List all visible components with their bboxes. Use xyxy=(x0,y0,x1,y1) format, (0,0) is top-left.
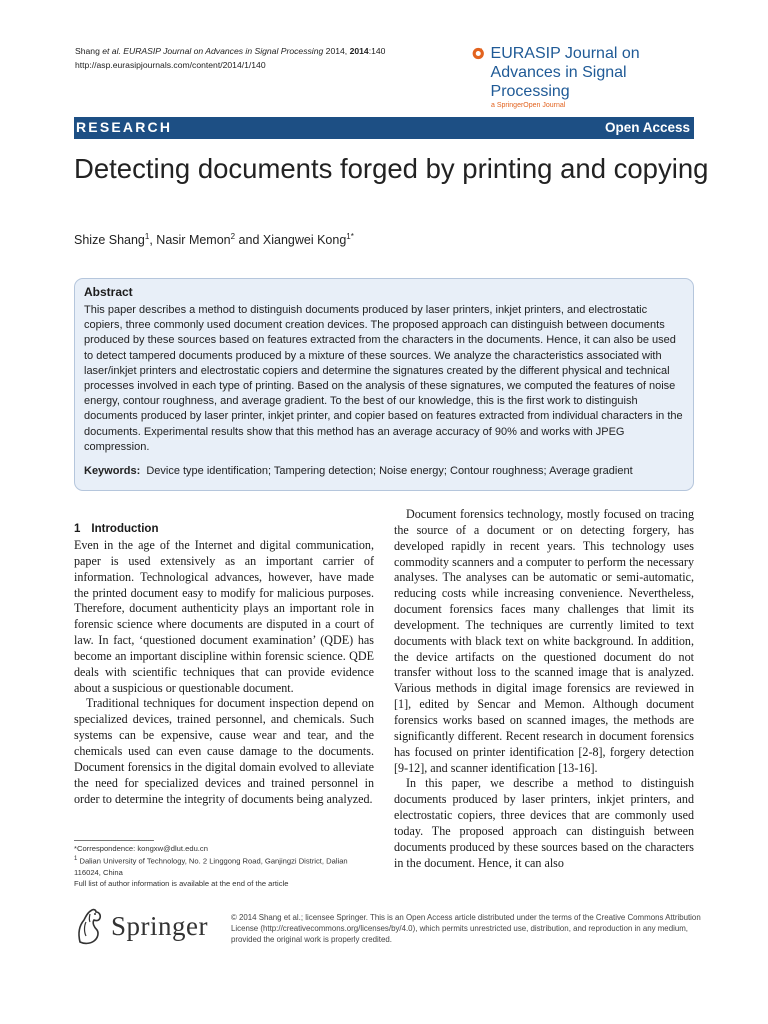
license-statement: © 2014 Shang et al.; licensee Springer. This is an Open Access article distributed under the terms of the Creative Commons Attribution License (http://creativecommons.org/licenses/by/4.0), which permits unrestricted use, distribution, and reproduction in any medium, provided the original work is properly credited. xyxy=(231,913,701,944)
journal-name-line1: EURASIP Journal on xyxy=(490,45,640,62)
section-heading xyxy=(74,522,374,536)
footnote-divider xyxy=(74,840,154,841)
keywords-label: Keywords: xyxy=(84,465,141,477)
author-separator: , xyxy=(149,233,157,248)
author-info-note: Full list of author information is available at the end of the article xyxy=(74,879,289,889)
abstract-heading: Abstract xyxy=(84,285,133,299)
author-affiliation-mark: 2 xyxy=(230,232,236,241)
journal-name-line2: Advances in Signal Processing xyxy=(490,64,627,100)
author-name: Nasir Memon xyxy=(156,233,231,248)
citation-journal: EURASIP Journal on Advances in Signal Processing xyxy=(123,46,324,56)
body-column-left xyxy=(74,522,374,807)
body-paragraph: In this paper, we describe a method to distinguish documents produced by laser printers, inkjet printers, and electrostatic copiers, three devices that are commonly used today. The proposed approach can distinguish between documents produced by these sources based on the characters in the document. Hence, it can also xyxy=(394,776,694,870)
citation-line xyxy=(75,44,385,58)
citation-article: :140 xyxy=(368,46,386,56)
citation-authors: Shang xyxy=(75,46,100,56)
article-type-banner xyxy=(74,117,694,139)
author-name: Shize Shang xyxy=(74,233,145,248)
author-name: Xiangwei Kong xyxy=(262,233,347,248)
affiliation-text: Dalian University of Technology, No. 2 Linggong Road, Ganjingzi District, Dalian 116024, China xyxy=(74,856,348,877)
citation-volume: 2014 xyxy=(349,46,369,56)
article-type-label: RESEARCH xyxy=(76,119,173,135)
author-list xyxy=(74,232,354,247)
abstract-box xyxy=(74,278,694,491)
journal-subtitle: a SpringerOpen Journal xyxy=(491,102,566,109)
section-title: Introduction xyxy=(91,523,159,535)
body-paragraph: Traditional techniques for document inspection depend on specialized devices, trained personnel, and chemicals. Such systems can be expensive, cause wear and tear, and the chemicals used can even cause damage to the documents. Document forensics in the digital domain evolved to alleviate the need for specialized devices and trained personnel in order to determine the integrity of documents being analyzed. xyxy=(74,696,374,806)
citation-etal: et al. xyxy=(102,46,121,56)
springer-horse-icon xyxy=(72,906,104,946)
correspondence-note: *Correspondence: kongxw@dlut.edu.cn xyxy=(74,844,208,853)
author-affiliation-mark: 1 xyxy=(144,232,150,241)
section-number: 1 xyxy=(74,523,81,535)
springer-wordmark: Springer xyxy=(111,910,208,941)
keywords-list: Device type identification; Tampering detection; Noise energy; Contour roughness; Average gradient xyxy=(146,465,633,477)
keywords-line xyxy=(84,465,690,477)
citation-year: 2014, xyxy=(325,46,348,56)
springeropen-mark-icon xyxy=(472,47,485,60)
open-access-label: Open Access xyxy=(604,120,690,135)
author-separator: and xyxy=(235,233,263,248)
citation-header xyxy=(75,44,385,72)
footnotes xyxy=(74,843,374,889)
article-url[interactable]: http://asp.eurasipjournals.com/content/2014/1/140 xyxy=(75,60,266,70)
springer-logo xyxy=(72,906,208,946)
affiliation-note xyxy=(74,854,374,878)
abstract-text: This paper describes a method to distinguish documents produced by laser printers, inkjet printers, and electrostatic copiers, three commonly used document creation devices. The proposed approach can distinguish between documents produced by these sources based on features extracted from the characters in the documents. Hence, it can also be used to detect tampered documents produced by a mixture of these sources. We analyze the characteristics associated with laser/inkjet printers and electrostatic copiers and determine the signatures created by the different physical and technical processes involved in each type of printing. Based on the analysis of these signatures, we computed the features of noise energy, contour roughness, and average gradient. To the best of our knowledge, this is the first work to distinguish documents produced by laser printer, inkjet printer, and copier based on features extracted from individual characters in the documents. Experimental results show that this method has an average accuracy of 90% and works with JPEG compression. xyxy=(84,304,683,453)
author-affiliation-mark: 1* xyxy=(346,232,354,241)
body-column-right xyxy=(394,507,694,871)
journal-logo xyxy=(472,44,702,109)
body-paragraph: Document forensics technology, mostly focused on tracing the source of a document or on detecting forgery, has developed rapidly in recent years. This technology uses commodity scanners and a computer to perform the necessary analyses. The analyses can be automatic or semi-automatic, reducing costs while increasing convenience. Nevertheless, document forensics faces many challenges that limit its development. The techniques are currently limited to text documents with black text on white background. In addition, the device artifacts on the questioned document do not transfer without loss to the scanned image that is analyzed. Various methods in digital image forensics are reviewed in [1], edited by Sencar and Memon. Although document forensics works based on scanned images, the methods are significantly different. Recent research in document forensics has focused on printer identification [2-8], forgery detection [9-12], and scanner identification [13-16]. xyxy=(394,507,694,775)
body-paragraph: Even in the age of the Internet and digital communication, paper is used extensively as an important carrier of information. Technological advances, however, have made the printed document easy to modify for malicious purposes. Therefore, document authenticity plays an important role in forensic science where documents are disputed in a court of law. In fact, ‘questioned document examination’ (QDE) has become an important discipline within forensic science. QDE deals with scientific techniques that can provide evidence about a suspicious or questionable document. xyxy=(74,538,374,695)
paper-title: Detecting documents forged by printing and copying xyxy=(74,153,709,184)
affiliation-mark: 1 xyxy=(74,856,78,863)
